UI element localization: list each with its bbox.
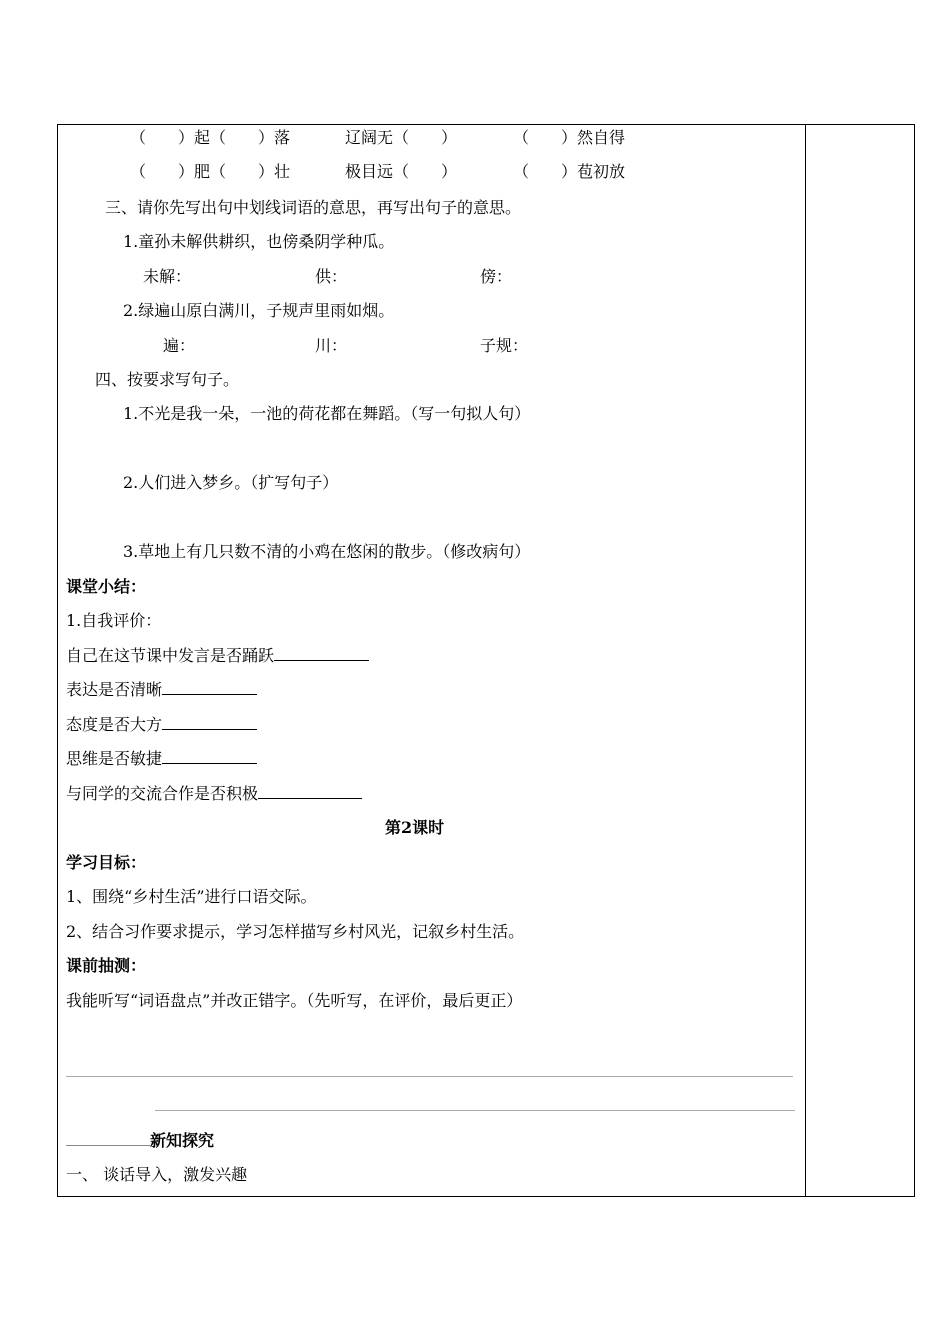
answer-blank[interactable] bbox=[162, 680, 257, 695]
word-chuan: 川： bbox=[315, 336, 348, 355]
idiom-2c: （ ）苞初放 bbox=[513, 162, 626, 181]
task-expand: 2.人们进入梦乡。（扩写句子） bbox=[123, 473, 339, 492]
goals-heading: 学习目标： bbox=[66, 853, 147, 872]
eval-item-speaking-text: 自己在这节课中发言是否踊跃 bbox=[66, 646, 275, 665]
word-zigui: 子规： bbox=[480, 336, 529, 355]
task-correct: 3.草地上有几只数不清的小鸡在悠闲的散步。（修改病句） bbox=[123, 542, 531, 561]
goal-2: 2、结合习作要求提示，学习怎样描写乡村风光，记叙乡村生活。 bbox=[66, 922, 525, 941]
eval-item-speaking bbox=[66, 646, 369, 666]
poem-line-2: 2.绿遍山原白满川，子规声里雨如烟。 bbox=[123, 301, 395, 320]
idiom-1c: （ ）然自得 bbox=[513, 128, 626, 147]
self-eval-label: 1.自我评价： bbox=[66, 611, 162, 630]
word-gong: 供： bbox=[315, 267, 348, 286]
idiom-2b: 极目远（ ） bbox=[345, 162, 458, 181]
word-bang: 傍： bbox=[480, 267, 513, 286]
section3-heading: 三、请你先写出句中划线词语的意思，再写出句子的意思。 bbox=[105, 198, 522, 217]
explore-blank[interactable] bbox=[66, 1131, 150, 1146]
eval-item-clarity bbox=[66, 680, 257, 700]
task-personification: 1.不光是我一朵，一池的荷花都在舞蹈。（写一句拟人句） bbox=[123, 404, 531, 423]
goal-1: 1、围绕“乡村生活”进行口语交际。 bbox=[66, 887, 317, 906]
poem-line-1: 1.童孙未解供耕织，也傍桑阴学种瓜。 bbox=[123, 232, 395, 251]
pretest-heading: 课前抽测： bbox=[66, 956, 147, 975]
pretest-text: 我能听写“词语盘点”并改正错字。（先听写，在评价，最后更正） bbox=[66, 991, 523, 1010]
idiom-2a: （ ）肥（ ）壮 bbox=[130, 162, 291, 181]
eval-item-cooperation bbox=[66, 784, 362, 804]
section4-heading: 四、按要求写句子。 bbox=[95, 370, 240, 389]
lesson2-title: 第2课时 bbox=[385, 818, 445, 837]
eval-item-clarity-text: 表达是否清晰 bbox=[66, 680, 163, 699]
summary-heading: 课堂小结： bbox=[66, 577, 147, 596]
step-1: 一、 谈话导入，激发兴趣 bbox=[66, 1165, 248, 1184]
eval-item-attitude-text: 态度是否大方 bbox=[66, 715, 163, 734]
idiom-1b: 辽阔无（ ） bbox=[345, 128, 458, 147]
answer-blank[interactable] bbox=[162, 715, 257, 730]
idiom-1a: （ ）起（ ）落 bbox=[130, 128, 291, 147]
eval-item-cooperation-text: 与同学的交流合作是否积极 bbox=[66, 784, 259, 803]
table-column-divider bbox=[805, 124, 806, 1197]
explore-heading: 新知探究 bbox=[150, 1131, 215, 1150]
word-bian: 遍： bbox=[163, 336, 196, 355]
eval-item-attitude bbox=[66, 715, 257, 735]
writing-line bbox=[155, 1110, 795, 1111]
answer-blank[interactable] bbox=[274, 646, 369, 661]
explore-row bbox=[66, 1131, 214, 1151]
writing-line bbox=[66, 1076, 793, 1077]
eval-item-thinking bbox=[66, 749, 257, 769]
eval-item-thinking-text: 思维是否敏捷 bbox=[66, 749, 163, 768]
answer-blank[interactable] bbox=[162, 749, 257, 764]
answer-blank[interactable] bbox=[258, 784, 362, 799]
word-weijie: 未解： bbox=[143, 267, 192, 286]
